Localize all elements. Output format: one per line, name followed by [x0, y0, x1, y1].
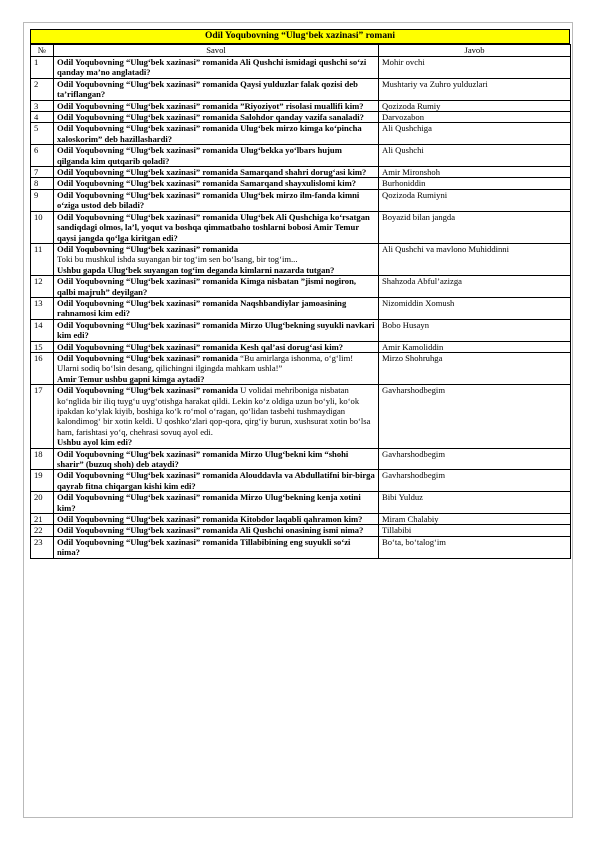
question-cell: [54, 243, 379, 275]
table-row: [31, 211, 571, 243]
answer-cell: Bibi Yulduz: [379, 492, 571, 514]
quote-text: Toki bu mushkul ishda suyangan bir tog‘im sen bo‘lsang, bir tog‘im...: [57, 254, 298, 265]
question-cell: [54, 57, 379, 79]
question-text: Ushbu ayol kim edi?: [57, 437, 133, 448]
answer-cell: Gavharshodbegim: [379, 470, 571, 492]
answer-cell: Amir Mironshoh: [379, 167, 571, 178]
row-number: 13: [31, 297, 54, 319]
question-cell: [54, 112, 379, 123]
question-text: Odil Yoqubovning “Ulug‘bek xazinasi” romanida Samarqand shahri dorug‘asi kim?: [57, 167, 367, 178]
answer-cell: Mohir ovchi: [379, 57, 571, 79]
question-cell: [54, 492, 379, 514]
row-number: 10: [31, 211, 54, 243]
table-row: [31, 319, 571, 341]
row-number: 1: [31, 57, 54, 79]
table-row: [31, 178, 571, 189]
row-number: 23: [31, 536, 54, 558]
table-row: [31, 145, 571, 167]
question-cell: [54, 78, 379, 100]
question-cell: [54, 167, 379, 178]
table-row: [31, 189, 571, 211]
answer-cell: Ali Qushchi va mavlono Muhiddinni: [379, 243, 571, 275]
row-number: 19: [31, 470, 54, 492]
table-row: [31, 276, 571, 298]
table-row: [31, 78, 571, 100]
question-cell: [54, 319, 379, 341]
table-header-row: [31, 45, 571, 57]
question-text: Odil Yoqubovning “Ulug‘bek xazinasi” romanida Ali Qushchi ismidagi qushchi so‘zi qanday ma’no anglatadi?: [57, 57, 367, 78]
header-question: Savol: [54, 45, 379, 57]
question-cell: [54, 123, 379, 145]
answer-cell: Boyazid bilan jangda: [379, 211, 571, 243]
row-number: 12: [31, 276, 54, 298]
row-number: 20: [31, 492, 54, 514]
answer-cell: Darvozabon: [379, 112, 571, 123]
table-row: [31, 112, 571, 123]
question-cell: [54, 145, 379, 167]
table-row: [31, 100, 571, 111]
question-text: Odil Yoqubovning “Ulug‘bek xazinasi” romanida Ulug‘bek Ali Qushchiga ko‘rsatgan sandiqdagi olmos, la’l, yoqut va boshqa qimmatbaho toshlarni bobosi Amir Temur qaysi jangda qo‘lga kiritgan edi?: [57, 211, 370, 243]
question-text: Odil Yoqubovning “Ulug‘bek xazinasi” romanida Ulug‘bekka yo‘lbars hujum qilganda kim qutqarib qoladi?: [57, 145, 342, 166]
row-number: 4: [31, 112, 54, 123]
question-text: Odil Yoqubovning “Ulug‘bek xazinasi” romanida Ali Qushchi onasining ismi nima?: [57, 525, 364, 536]
question-text: Ushbu gapda Ulug‘bek suyangan tog‘im deganda kimlarni nazarda tutgan?: [57, 264, 335, 275]
table-row: [31, 243, 571, 275]
answer-cell: Burhoniddin: [379, 178, 571, 189]
answer-cell: Nizomiddin Xomush: [379, 297, 571, 319]
table-row: [31, 470, 571, 492]
table-row: [31, 525, 571, 536]
answer-cell: Gavharshodbegim: [379, 385, 571, 448]
answer-cell: Qozizoda Rumiy: [379, 100, 571, 111]
question-text: Odil Yoqubovning “Ulug‘bek xazinasi” romanida Ulug‘bek mirzo ilm-fanda kimni o‘ziga ustod deb biladi?: [57, 189, 360, 211]
question-text: Odil Yoqubovning “Ulug‘bek xazinasi” romanida Mirzo Ulug‘bekni kim “shohi sharir” (buzuq shoh) deb ataydi?: [57, 448, 349, 470]
answer-cell: Bobo Husayn: [379, 319, 571, 341]
question-cell: [54, 178, 379, 189]
question-cell: [54, 276, 379, 298]
row-number: 15: [31, 341, 54, 352]
question-text: Odil Yoqubovning “Ulug‘bek xazinasi” romanida: [57, 243, 238, 254]
question-cell: [54, 470, 379, 492]
row-number: 16: [31, 352, 54, 384]
answer-cell: Tillabibi: [379, 525, 571, 536]
row-number: 11: [31, 243, 54, 275]
table-row: [31, 341, 571, 352]
answer-cell: Mirzo Shohruhga: [379, 352, 571, 384]
table-row: [31, 385, 571, 448]
answer-cell: Amir Kamoliddin: [379, 341, 571, 352]
row-number: 18: [31, 448, 54, 470]
page-title: Odil Yoqubovning “Ulug‘bek xazinasi” romani: [30, 29, 570, 44]
question-text: Odil Yoqubovning “Ulug‘bek xazinasi” romanida Naqshbandiylar jamoasining rahnamosi kim edi?: [57, 297, 347, 319]
answer-cell: Shahzoda Abful’azizga: [379, 276, 571, 298]
question-text: Odil Yoqubovning “Ulug‘bek xazinasi” romanida Tillabibining eng suyukli so‘zi nima?: [57, 536, 351, 558]
table-row: [31, 448, 571, 470]
row-number: 22: [31, 525, 54, 536]
row-number: 7: [31, 167, 54, 178]
question-text: Odil Yoqubovning “Ulug‘bek xazinasi” romanida Salohdor qanday vazifa sanaladi?: [57, 112, 364, 123]
answer-cell: Qozizoda Rumiyni: [379, 189, 571, 211]
row-number: 6: [31, 145, 54, 167]
row-number: 3: [31, 100, 54, 111]
answer-cell: Mushtariy va Zuhro yulduzlari: [379, 78, 571, 100]
answer-cell: Gavharshodbegim: [379, 448, 571, 470]
quote-text: U volidai mehriboniga nisbatan ko‘nglida bir iliq tuyg‘u uyg‘otishga harakat qildi. Lekin ko‘z oldiga uzun bo‘yli, ko‘ok ipakdan ko‘ylak kiyib, boshiga ko‘k ro‘mol o‘ragan, qo‘lidan tasbehi tushmaydigan kalondimog‘ bir xotin keldi. U qoshko‘zlari qop-qora, qirg‘iy burun, xushsurat xotin bo‘lsa ham, farishtasi yo‘q, chehrasi sovuq ayol edi.: [57, 385, 371, 437]
answer-cell: Bo‘ta, bo‘talog‘im: [379, 536, 571, 558]
question-cell: [54, 525, 379, 536]
row-number: 9: [31, 189, 54, 211]
table-row: [31, 57, 571, 79]
question-cell: [54, 536, 379, 558]
question-cell: [54, 100, 379, 111]
question-cell: [54, 211, 379, 243]
answer-cell: Miram Chalabiy: [379, 514, 571, 525]
quiz-table: [30, 44, 571, 559]
question-text: Odil Yoqubovning “Ulug‘bek xazinasi” romanida Kesh qal’asi dorug‘asi kim?: [57, 341, 344, 352]
question-text: Odil Yoqubovning “Ulug‘bek xazinasi” romanida Kitobdor laqabli qahramon kim?: [57, 514, 363, 525]
question-text: Odil Yoqubovning “Ulug‘bek xazinasi” romanida Samarqand shayxulislomi kim?: [57, 178, 357, 189]
table-row: [31, 167, 571, 178]
question-text: Odil Yoqubovning “Ulug‘bek xazinasi” romanida: [57, 352, 238, 363]
question-cell: [54, 297, 379, 319]
row-number: 5: [31, 123, 54, 145]
table-row: [31, 123, 571, 145]
row-number: 21: [31, 514, 54, 525]
row-number: 17: [31, 385, 54, 448]
question-text: Odil Yoqubovning “Ulug‘bek xazinasi” romanida: [57, 385, 238, 396]
question-text: Odil Yoqubovning “Ulug‘bek xazinasi” romanida Qaysi yulduzlar falak qozisi deb ta’riflangan?: [57, 78, 358, 100]
quote-text: “Bu amirlarga ishonma, o‘g‘lim! Ularni sodiq bo‘lsin desang, qilichingni ilgingda mahkam ushla!”: [57, 352, 354, 374]
question-text: Odil Yoqubovning “Ulug‘bek xazinasi” romanida Alouddavla va Abdullatifni bir-birga qayrab fitna chiqargan kishi kim edi?: [57, 470, 375, 491]
row-number: 8: [31, 178, 54, 189]
question-cell: [54, 448, 379, 470]
question-text: Odil Yoqubovning “Ulug‘bek xazinasi” romanida Mirzo Ulug‘bekning kenja xotini kim?: [57, 492, 361, 513]
question-cell: [54, 189, 379, 211]
table-row: [31, 514, 571, 525]
question-cell: [54, 514, 379, 525]
answer-cell: Ali Qushchiga: [379, 123, 571, 145]
question-text: Odil Yoqubovning “Ulug‘bek xazinasi” romanida Ulug‘bek mirzo kimga ko‘pincha xaloskorim” deb hazillashardi?: [57, 123, 362, 144]
question-text: Odil Yoqubovning “Ulug‘bek xazinasi” romanida Kimga nisbatan ”jismi nogiron, qalbi majruh” deyilgan?: [57, 276, 357, 297]
question-text: Amir Temur ushbu gapni kimga aytadi?: [57, 373, 205, 384]
table-row: [31, 536, 571, 558]
row-number: 2: [31, 78, 54, 100]
table-row: [31, 352, 571, 384]
question-cell: [54, 385, 379, 448]
answer-cell: Ali Qushchi: [379, 145, 571, 167]
question-text: Odil Yoqubovning “Ulug‘bek xazinasi” romanida Mirzo Ulug‘bekning suyukli navkari kim edi?: [57, 319, 375, 341]
question-cell: [54, 341, 379, 352]
table-row: [31, 492, 571, 514]
row-number: 14: [31, 319, 54, 341]
table-row: [31, 297, 571, 319]
header-answer: Javob: [379, 45, 571, 57]
question-cell: [54, 352, 379, 384]
header-number: №: [31, 45, 54, 57]
question-text: Odil Yoqubovning “Ulug‘bek xazinasi” romanida ”Riyoziyot” risolasi muallifi kim?: [57, 100, 364, 111]
